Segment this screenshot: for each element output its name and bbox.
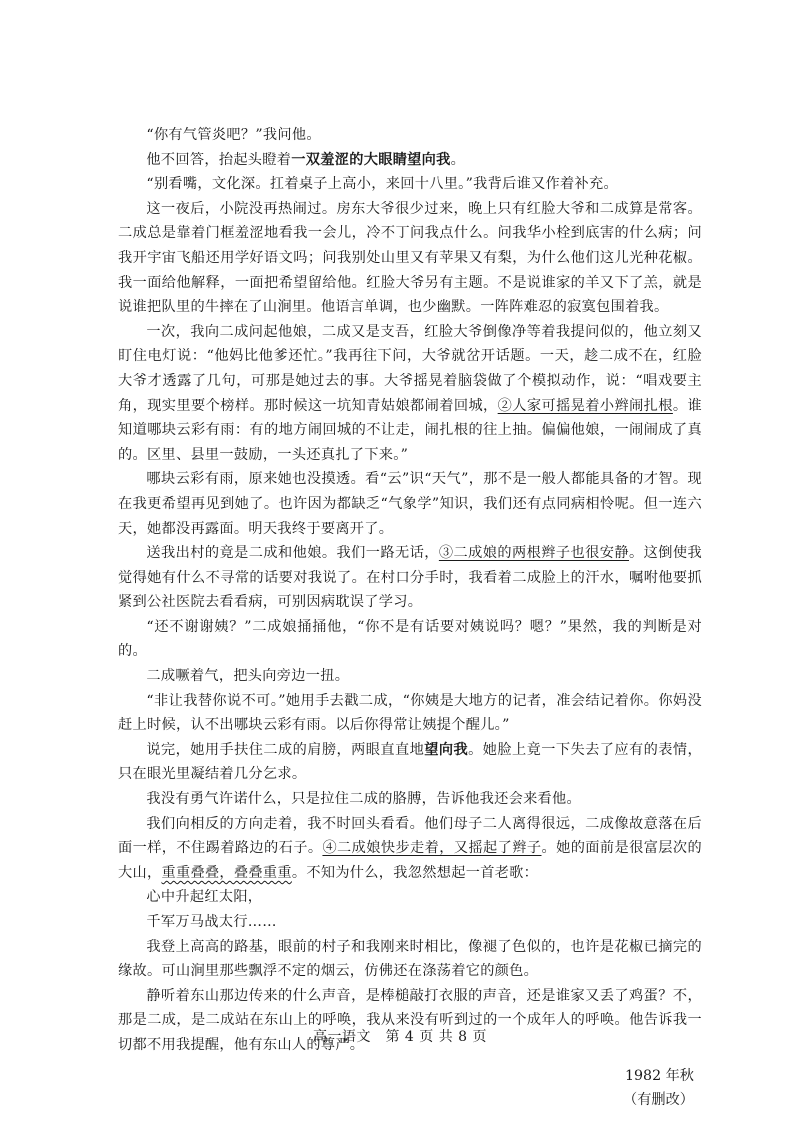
paragraph [118, 467, 702, 541]
text-run: 我没有勇气许诺什么，只是拉住二成的胳膊，告诉他我还会来看他。 [146, 791, 582, 808]
text-run: 这一夜后，小院没再热闹过。房东大爷很少过来，晚上只有红脸大爷和二成算是常客。二成总是靠着门框羞涩地看我一会儿，冷不丁问我点什么。问我华小栓到底害的什么病；问我开宇宙飞船还用学好语文吗；问我别处山里又有苹果又有梨，为什么他们这儿光种花椒。我一面给他解释，一面把希望留给他。红脸大爷另有主题。不是说谁家的羊又下了羔，就是说谁把队里的牛摔在了山涧里。他语言单调，也少幽默。一阵阵难忍的寂寞包围着我。 [118, 200, 702, 316]
text-run: 。她的面前是很富层次的大山， [118, 840, 702, 881]
text-run: 千军万马战太行…… [146, 914, 277, 930]
text-run: 我们向相反的方向走着，我不时回头看看。他们母子二人离得很远，二成像故意落在后面一样，不住踢着路边的石子。 [118, 815, 702, 857]
paragraph [118, 787, 702, 812]
paragraph [118, 197, 702, 320]
text-run: 一次，我向二成问起他娘，二成又是支吾，红脸大爷倒像净等着我提问似的，他立刻又盯住电灯说：“他妈比他爹还忙。”我再往下问，大爷就岔开话题。一天，趁二成不在，红脸大爷才透露了几句，可那是她过去的事。大爷摇晃着脑袋做了个模拟动作，说：“唱戏要主角，现实里要个榜样。那时候这一坑知青姑娘都闹着回城， [118, 323, 702, 414]
text-run: 他不回答，抬起头瞪着 [146, 151, 292, 168]
paragraph [118, 148, 702, 173]
paragraph [118, 172, 702, 197]
text-run: 送我出村的竟是二成和他娘。我们一路无话， [146, 545, 439, 562]
text-run: 。这倒使我觉得她有什么不寻常的话要对我说了。在村口分手时，我看着二成脸上的汗水，嘱咐他要抓紧到公社医院去看看病，可别因病耽误了学习。 [118, 545, 702, 611]
text-run: 。她脸上竟一下失去了应有的表情，只在眼光里凝结着几分乞求。 [118, 741, 702, 783]
paragraph [118, 320, 702, 468]
paragraph [118, 984, 702, 1058]
text-run: “别看嘴，文化深。扛着桌子上高小，来回十八里。”我背后谁又作着补充。 [146, 176, 618, 193]
bold-phrase: 望向我 [424, 741, 469, 758]
text-run: 二成噘着气，把头向旁边一扭。 [146, 668, 350, 685]
paragraph [118, 123, 702, 148]
text-run: “还不谢谢姨？”二成娘捅捅他，“你不是有话要对姨说吗？嗯？”果然，我的判断是对的。 [118, 618, 702, 660]
text-run: 静听着东山那边传来的什么声音，是棒槌敲打衣服的声音，还是谁家又丢了鸡蛋？不，那是二成，是二成站在东山上的呼唤，我从来没有听到过的一个成年人的呼唤。他告诉我一切都不用我提醒，他有东山人的尊严。 [118, 987, 702, 1053]
underlined-sentence: ④二成娘快步走着，又摇起了辫子 [322, 840, 542, 857]
bold-phrase: 一双羞涩的大眼睛望向我 [291, 151, 451, 168]
edit-note: （有删改） [623, 1092, 694, 1109]
text-run: 。 [450, 151, 466, 168]
text-run: 哪块云彩有雨，原来她也没摸透。看“云”识“天气”，那不是一般人都能具备的才智。现在我更希望再见到她了。也许因为都缺乏“气象学”知识，我们还有点同病相怜呢。但一连六天，她都没再露面。明天我终于要离开了。 [118, 471, 702, 537]
text-run: 。谁知道哪块云彩有雨：有的地方闹回城的不让走，闹扎根的往上抽。偏偏他娘，一闹闹成了真的。区里、县里一鼓励，一头还真扎了下来。” [118, 397, 702, 463]
article-date: 1982 年秋 [625, 1067, 694, 1084]
paragraph [118, 615, 702, 664]
article-signature [118, 1064, 702, 1113]
article-body [118, 123, 702, 1058]
text-run: “非让我替你说不可。”她用手去戳二成，“你姨是大地方的记者，准会结记着你。你妈没赶上时候，认不出哪块云彩有雨。以后你得常让姨提个醒儿。” [118, 692, 702, 734]
poem-line [118, 885, 702, 910]
poem-line [118, 910, 702, 935]
paragraph [118, 738, 702, 787]
underlined-sentence: ③二成娘的两根辫子也很安静 [438, 545, 629, 562]
wavy-underlined-phrase: 重重叠叠，叠叠重重 [161, 864, 292, 881]
text-run: 说完，她用手扶住二成的肩膀，两眼直直地 [146, 741, 425, 758]
text-run: “你有气管炎吧？”我问他。 [146, 127, 321, 143]
paragraph [118, 664, 702, 689]
underlined-sentence: ②人家可摇晃着小辫闹扎根 [497, 397, 673, 414]
paragraph [118, 689, 702, 738]
page-footer: 高一语文 第 4 页 共 8 页 [312, 1029, 488, 1045]
text-run: 我登上高高的路基，眼前的村子和我刚来时相比，像褪了色似的，也许是花椒已摘完的缘故。可山涧里那些飘浮不定的烟云，仿佛还在涤荡着它的颜色。 [118, 938, 702, 980]
text-run: 心中升起红太阳， [146, 889, 263, 906]
text-run: 。不知为什么，我忽然想起一首老歌： [291, 864, 539, 881]
paragraph [118, 541, 702, 615]
paragraph [118, 812, 702, 886]
paragraph [118, 935, 702, 984]
